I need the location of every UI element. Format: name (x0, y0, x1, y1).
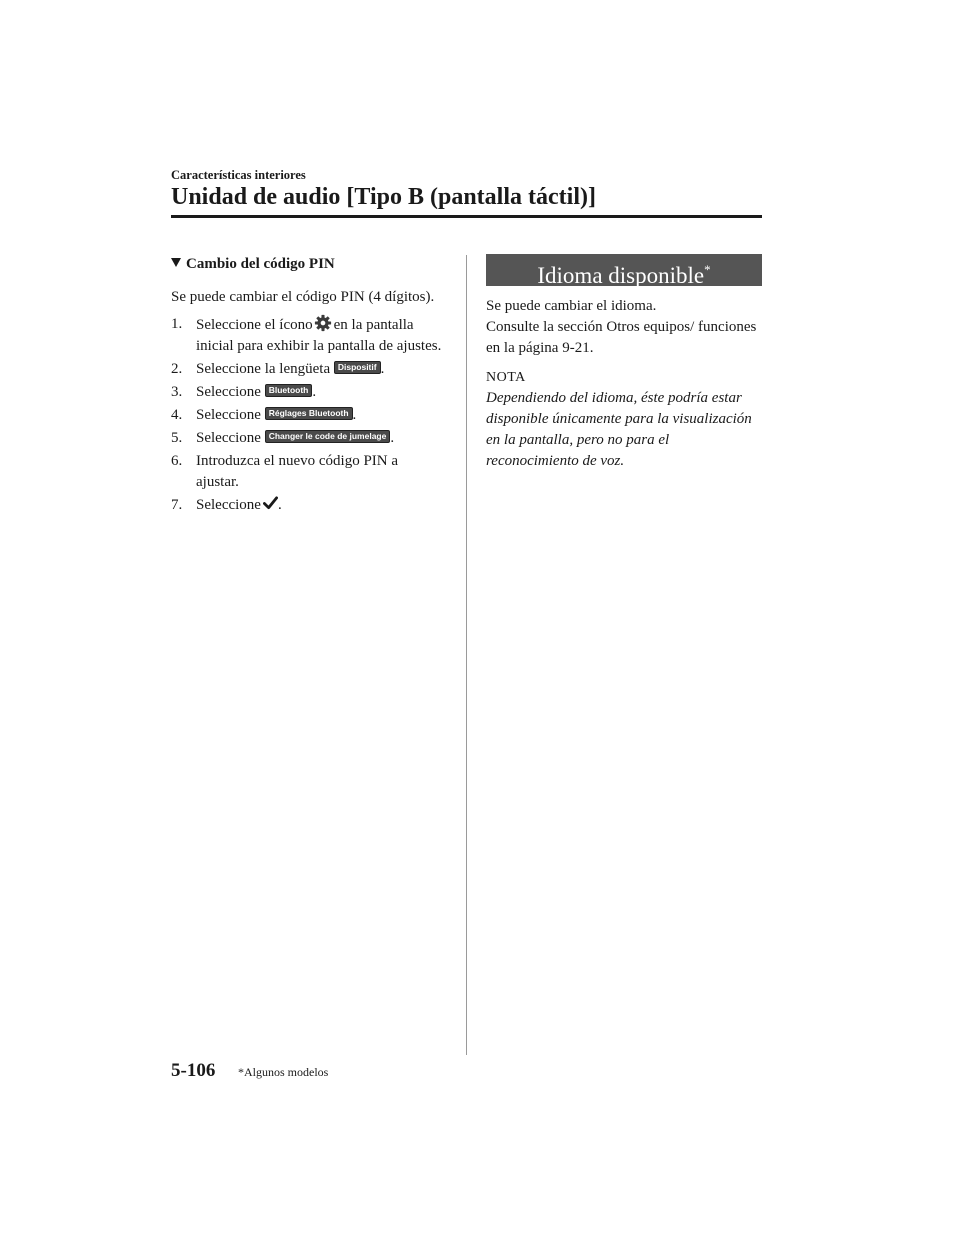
list-item: 1. Seleccione el ícono en la pantalla inicial para exhibir la pantalla de ajustes. (171, 316, 442, 354)
list-item: 4. Seleccione Réglages Bluetooth . (171, 407, 357, 423)
page-title: Unidad de audio [Tipo B (pantalla táctil)] (171, 184, 596, 210)
list-item: 2. Seleccione la lengüeta Dispositif . (171, 361, 385, 377)
subheading: Cambio del código PIN (171, 254, 443, 275)
reglages-bluetooth-button: Réglages Bluetooth (265, 407, 353, 420)
changer-code-button: Changer le code de jumelage (265, 430, 391, 443)
steps-list (171, 314, 443, 516)
checkmark-icon (263, 496, 278, 510)
triangle-bullet-icon (171, 258, 181, 267)
footnote: *Algunos modelos (238, 1065, 329, 1079)
list-item: 3. Seleccione Bluetooth . (171, 384, 317, 400)
section-label: Características interiores (171, 168, 306, 182)
gear-icon (314, 314, 332, 332)
right-column (486, 254, 762, 472)
bluetooth-button: Bluetooth (265, 384, 313, 397)
list-item: 7. Seleccione . (171, 497, 282, 513)
language-text: Se puede cambiar el idioma. Consulte la sección Otros equipos/ funciones en la página 9-21. NOTA Dependiendo del idioma, éste podría estar disponible únicamente para la visualización en la pantalla, pero no para el reconocimiento de voz. (486, 296, 762, 472)
section-banner: Idioma disponible* (486, 254, 762, 286)
left-column (171, 254, 443, 518)
column-divider (466, 255, 467, 1055)
note-text: Dependiendo del idioma, éste podría estar disponible únicamente para la visualización en la pantalla, pero no para el reconocimiento de voz. (486, 390, 752, 469)
note-heading: NOTA (486, 370, 526, 385)
footnote-mark: * (704, 262, 711, 277)
page-number: 5-106 (171, 1060, 216, 1081)
list-item: 5. Seleccione Changer le code de jumelage . (171, 430, 395, 446)
list-item: 6. Introduzca el nuevo código PIN a ajustar. (171, 453, 399, 490)
header-rule (171, 215, 762, 218)
dispositif-tab: Dispositif (334, 361, 381, 374)
intro-text: Se puede cambiar el código PIN (4 dígitos). (171, 289, 435, 305)
